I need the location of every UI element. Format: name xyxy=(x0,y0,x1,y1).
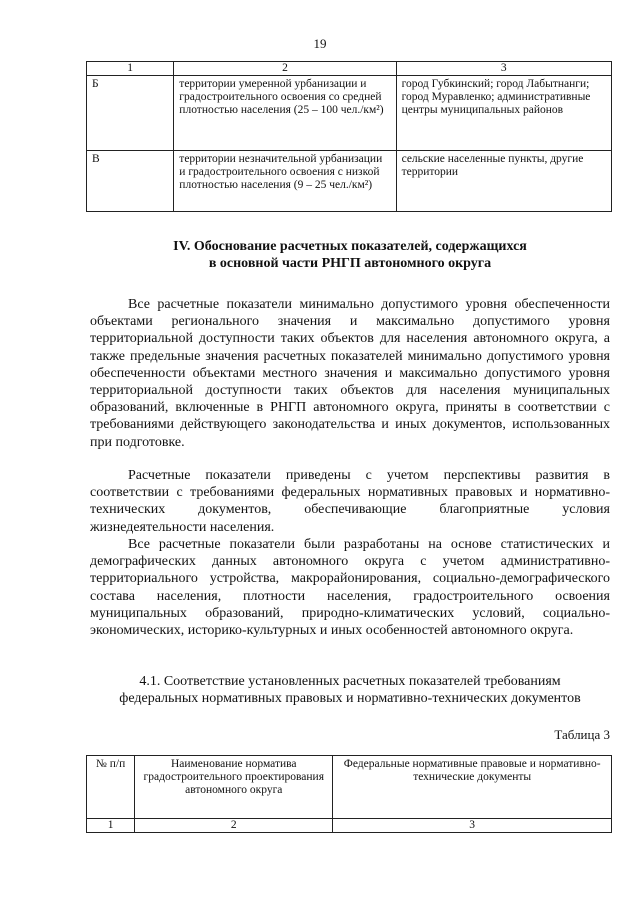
subsection-heading-line: 4.1. Соответствие установленных расчетных показателей требованиям xyxy=(139,674,561,689)
body-paragraph: Расчетные показатели приведены с учетом перспективы развития в соответствии с требованиями федеральных нормативных правовых и нормативно-технических документов, обеспечивающие благоприятные условия жизнедеятельности населения. xyxy=(90,468,610,535)
column-number-cell: 2 xyxy=(135,819,333,833)
section-heading xyxy=(90,238,610,272)
header-cell-federal-documents: Федеральные нормативные правовые и нормативно-технические документы xyxy=(333,756,612,819)
page-number: 19 xyxy=(313,36,327,51)
body-paragraph: Все расчетные показатели были разработаны на основе статистических и демографических данных автономного округа с учетом административно-территориального устройства, макрорайонирования, социально-демографического состава населения, плотности населения, градостроительного освоения муниципальных образований, природно-климатических условий, социально-экономических, историко-культурных и иных особенностей автономного округа. xyxy=(90,537,610,639)
column-number-cell: 1 xyxy=(87,819,135,833)
column-number-cell: 3 xyxy=(333,819,612,833)
zone-description-cell: территории незначительной урбанизации и градостроительного освоения с низкой плотностью населения (9 – 25 чел./км²) xyxy=(174,151,396,212)
column-number-cell: 1 xyxy=(87,62,174,76)
norms-table xyxy=(86,755,612,833)
zone-places-cell: город Губкинский; город Лабытнанги; город Муравленко; административные центры муниципальных районов xyxy=(396,76,611,151)
zone-code-cell: Б xyxy=(87,76,174,151)
header-cell-norm-name: Наименование норматива градостроительного проектирования автономного округа xyxy=(135,756,333,819)
subsection-heading-line: федеральных нормативных правовых и нормативно-технических документов xyxy=(119,691,581,706)
section-heading-line: IV. Обоснование расчетных показателей, содержащихся xyxy=(173,239,527,254)
section-heading-line: в основной части РНГП автономного округа xyxy=(208,256,492,271)
body-paragraph: Все расчетные показатели минимально допустимого уровня обеспеченности объектами регионального значения и максимально допустимого уровня территориальной доступности таких объектов для населения автономного округа, а также предельные значения расчетных показателей минимально допустимого уровня обеспеченности объектами местного значения и максимально допустимого уровня территориальной доступности таких объектов для населения муниципальных образований, включенные в РНГП автономного округа, приняты в соответствии с требованиями действующего законодательства и иных документов, использованных при подготовке. xyxy=(90,297,610,450)
urbanization-zones-table xyxy=(86,61,612,212)
zone-description-cell: территории умеренной урбанизации и градостроительного освоения со средней плотностью населения (25 – 100 чел./км²) xyxy=(174,76,396,151)
column-number-cell: 2 xyxy=(174,62,396,76)
table-row xyxy=(87,76,612,151)
subsection-heading xyxy=(90,673,610,707)
table-caption: Таблица 3 xyxy=(554,727,610,742)
table-header-row xyxy=(87,756,612,819)
table-header-row xyxy=(87,62,612,76)
zone-places-cell: сельские населенные пункты, другие территории xyxy=(396,151,611,212)
table-number-row xyxy=(87,819,612,833)
header-cell-number: № п/п xyxy=(87,756,135,819)
zone-code-cell: В xyxy=(87,151,174,212)
table-row xyxy=(87,151,612,212)
column-number-cell: 3 xyxy=(396,62,611,76)
